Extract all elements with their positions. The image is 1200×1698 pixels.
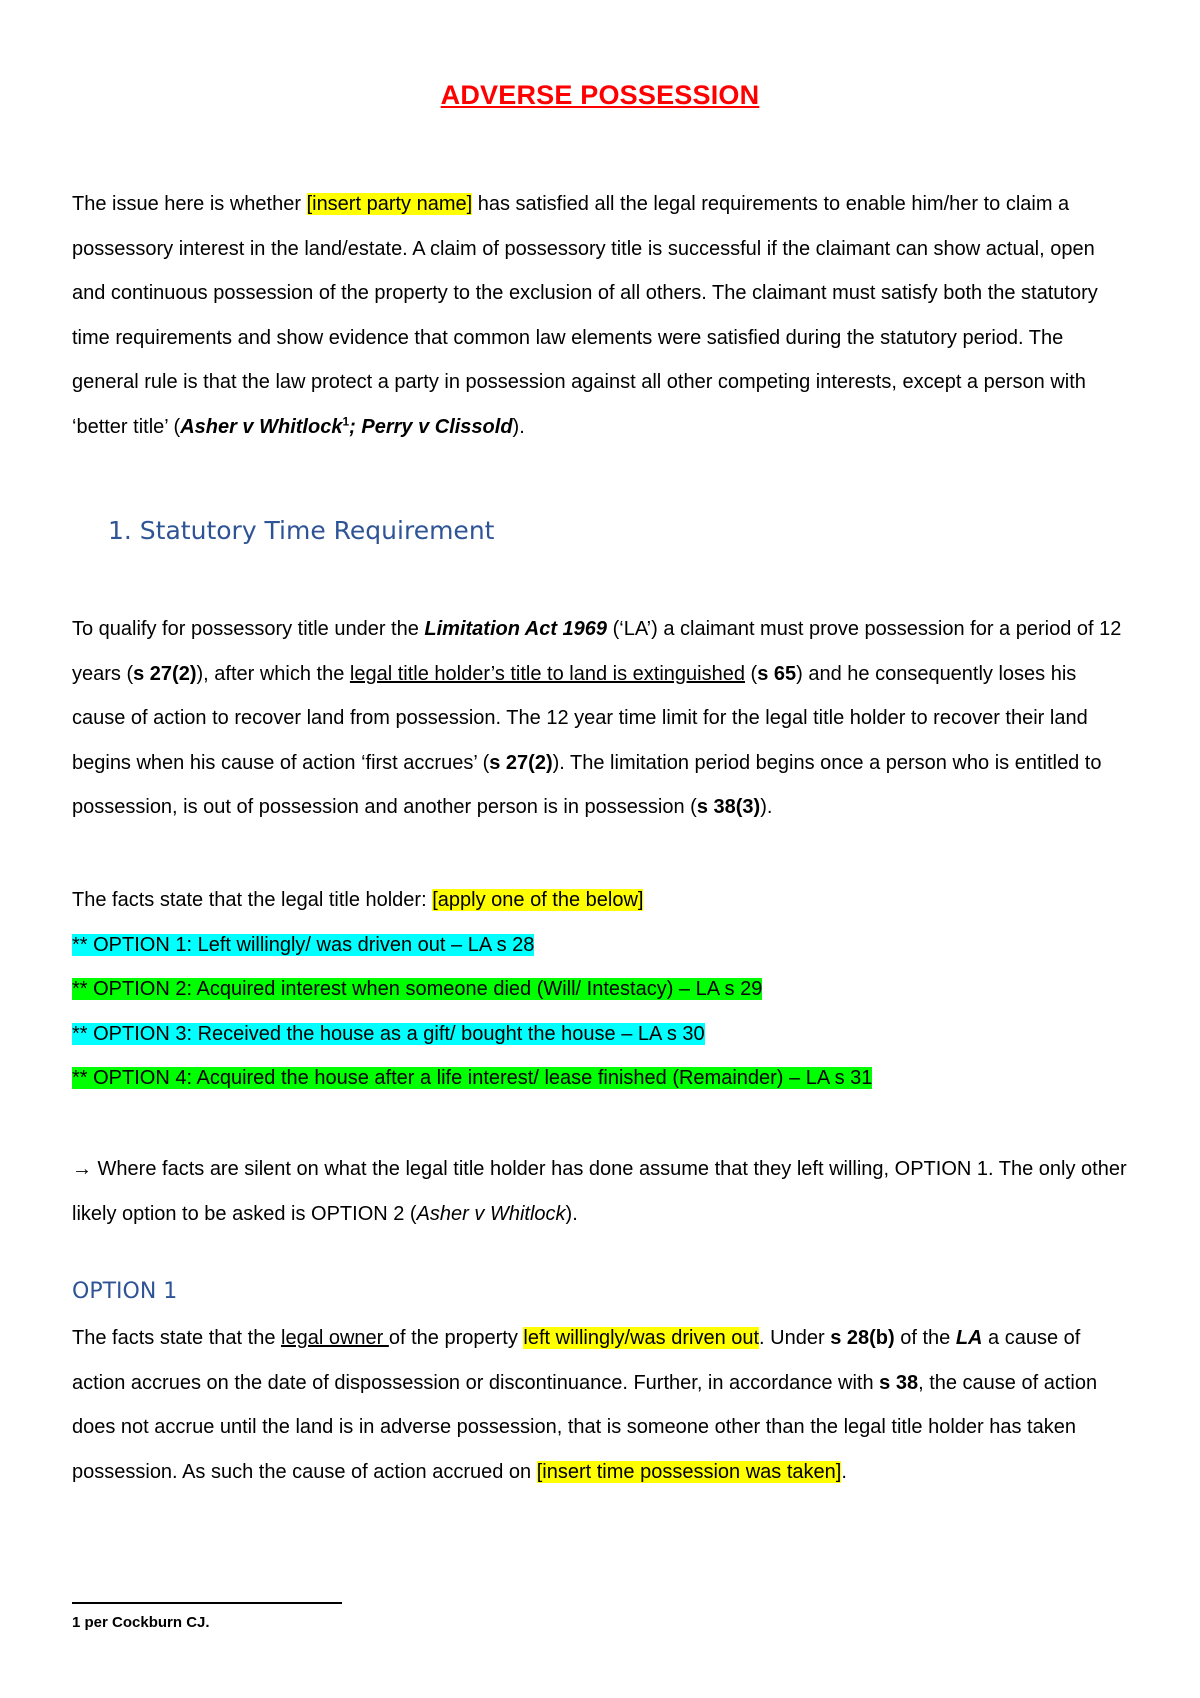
case-asher-v-whitlock: Asher v Whitlock [180, 415, 343, 438]
footnote-ref[interactable]: 1 [342, 413, 350, 428]
note-text-1: Where facts are silent on what the legal title holder has done assume that they left willing, OPTION 1. The only other likely option to be asked is OPTION 2 ( [72, 1158, 1127, 1225]
opt1-text-4: of the [894, 1327, 956, 1349]
document-title: ADVERSE POSSESSION [440, 80, 760, 110]
limitation-paragraph [72, 607, 1132, 830]
intro-text-3: ). [512, 415, 525, 438]
party-name-placeholder: [insert party name] [306, 193, 473, 215]
heading-option-1: OPTION 1 [72, 1279, 178, 1304]
section-ref: s 27(2) [133, 662, 197, 685]
option-4-text: ** OPTION 4: Acquired the house after a life interest/ lease finished (Remainder) – LA s 31 [72, 1067, 873, 1089]
section-ref: s 38 [879, 1371, 919, 1394]
section-ref: s 38(3) [696, 796, 761, 818]
note-paragraph [72, 1147, 1132, 1236]
lim-text-4: ( [744, 662, 758, 685]
heading-statutory-time: 1. Statutory Time Requirement [108, 516, 495, 545]
option-4-line [72, 1056, 1132, 1101]
lim-text-6: ). The limitation period begins once a person who is entitled to possession, is out of possession and another person is in possession ( [72, 751, 1102, 818]
footnote-divider [72, 1602, 342, 1604]
opt1-text-3: . Under [759, 1327, 831, 1349]
time-placeholder: [insert time possession was taken] [536, 1460, 842, 1483]
arrow-icon: → [72, 1158, 92, 1180]
section-ref: s 28(b) [830, 1327, 895, 1349]
opt1-text-7: . [841, 1460, 847, 1483]
underlined-phrase: legal title holder’s title to land is extinguished [349, 662, 745, 685]
left-willingly-highlight: left willingly/was driven out [523, 1327, 760, 1349]
option-1-paragraph [72, 1316, 1132, 1494]
section-ref: s 65 [757, 662, 797, 685]
case-perry-v-clissold: ; Perry v Clissold [349, 415, 513, 438]
lim-text-5: ) and he consequently loses his cause of action to recover land from possession. The 12 year time limit for the legal title holder to recover their land begins when his cause of action ‘first accrues’ ( [72, 662, 1088, 774]
limitation-act-name: Limitation Act 1969 [424, 618, 608, 640]
option-2-line [72, 967, 1132, 1012]
lim-text-7: ). [760, 796, 773, 818]
case-asher-v-whitlock: Asher v Whitlock [416, 1202, 566, 1225]
opt1-text-6: , the cause of action does not accrue until the land is in adverse possession, that is someone other than the legal title holder has taken possession. As such the cause of action accrued on [72, 1371, 1098, 1483]
lim-text-2: (‘LA’) a claimant must prove possession for a period of 12 years ( [72, 618, 1122, 685]
facts-line [72, 878, 1132, 923]
intro-text-2: has satisfied all the legal requirements to enable him/her to claim a possessory interest in the land/estate. A claim of possessory title is successful if the claimant can show actual, open and continuous possession of the property to the exclusion of all others. The claimant must satisfy both the statutory time requirements and show evidence that common law elements were satisfied during the statutory period. The general rule is that the law protect a party in possession against all other competing interests, except a person with ‘better title’ ( [72, 193, 1098, 438]
note-text-2: ). [565, 1202, 578, 1225]
intro-text-1: The issue here is whether [72, 193, 307, 215]
opt1-text-5: a cause of action accrues on the date of dispossession or discontinuance. Further, in accordance with [72, 1327, 1081, 1394]
underlined-phrase: legal owner [281, 1327, 389, 1349]
intro-paragraph [72, 182, 1132, 449]
lim-text-1: To qualify for possessory title under the [72, 618, 425, 640]
opt1-text-2: of the property [388, 1327, 524, 1349]
option-2-text: ** OPTION 2: Acquired interest when someone died (Will/ Intestacy) – LA s 29 [72, 978, 763, 1000]
options-block [72, 878, 1132, 1101]
option-1-line [72, 923, 1132, 968]
lim-text-3: ), after which the [196, 662, 350, 685]
footnote-text: 1 per Cockburn CJ. [72, 1614, 210, 1631]
option-3-text: ** OPTION 3: Received the house as a gift/ bought the house – LA s 30 [72, 1022, 705, 1045]
opt1-text-1: The facts state that the [72, 1327, 282, 1349]
option-1-text: ** OPTION 1: Left willingly/ was driven out – LA s 28 [72, 933, 535, 956]
option-3-line [72, 1012, 1132, 1057]
section-ref: s 27(2) [489, 751, 553, 774]
la-abbrev: LA [955, 1327, 983, 1349]
apply-placeholder: [apply one of the below] [432, 889, 644, 911]
facts-text: The facts state that the legal title holder: [72, 889, 433, 911]
